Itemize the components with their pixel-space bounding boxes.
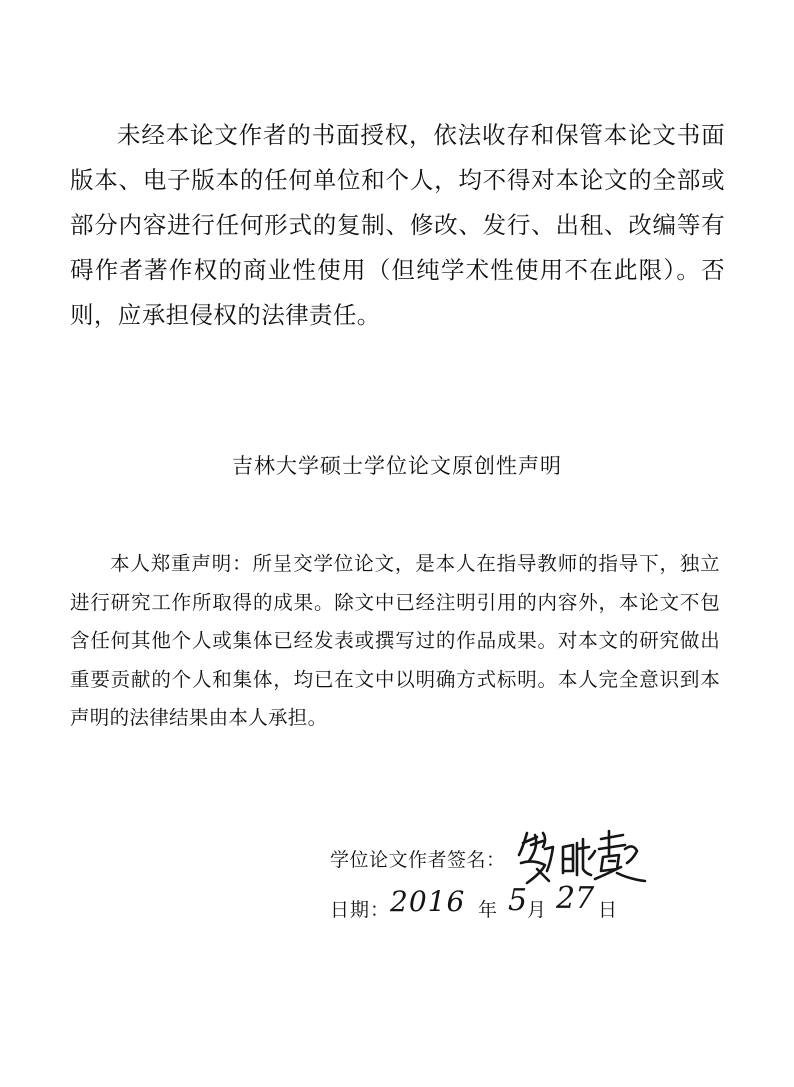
declaration-title: 吉林大学硕士学位论文原创性声明 <box>232 454 562 478</box>
month-unit: 月 <box>527 899 547 921</box>
signature-row <box>330 825 750 885</box>
day-unit: 日 <box>598 899 618 921</box>
handwritten-year: 2016 <box>390 885 466 918</box>
handwritten-day: 27 <box>556 881 595 916</box>
date-label: 日期： <box>330 899 391 921</box>
declaration-body-paragraph: 本人郑重声明：所呈交学位论文，是本人在指导教师的指导下，独立进行研究工作所取得的成果。除文中已经注明引用的内容外，本论文不包含任何其他个人或集体已经发表或撰写过的作品成果。对本文的研究做出重要贡献的个人和集体，均已在文中以明确方式标明。本人完全意识到本声明的法律结果由本人承担。 <box>70 552 720 729</box>
handwritten-signature <box>513 825 653 887</box>
signature-label: 学位论文作者签名： <box>330 849 506 871</box>
copyright-notice-paragraph: 未经本论文作者的书面授权，依法收存和保管本论文书面版本、电子版本的任何单位和个人，均不得对本论文的全部或部分内容进行任何形式的复制、修改、发行、出租、改编等有碍作者著作权的商业性使用（但纯学术性使用不在此限）。否则，应承担侵权的法律责任。 <box>70 121 725 329</box>
handwritten-month: 5 <box>508 883 528 918</box>
year-unit: 年 <box>478 899 498 921</box>
date-row <box>330 881 750 930</box>
